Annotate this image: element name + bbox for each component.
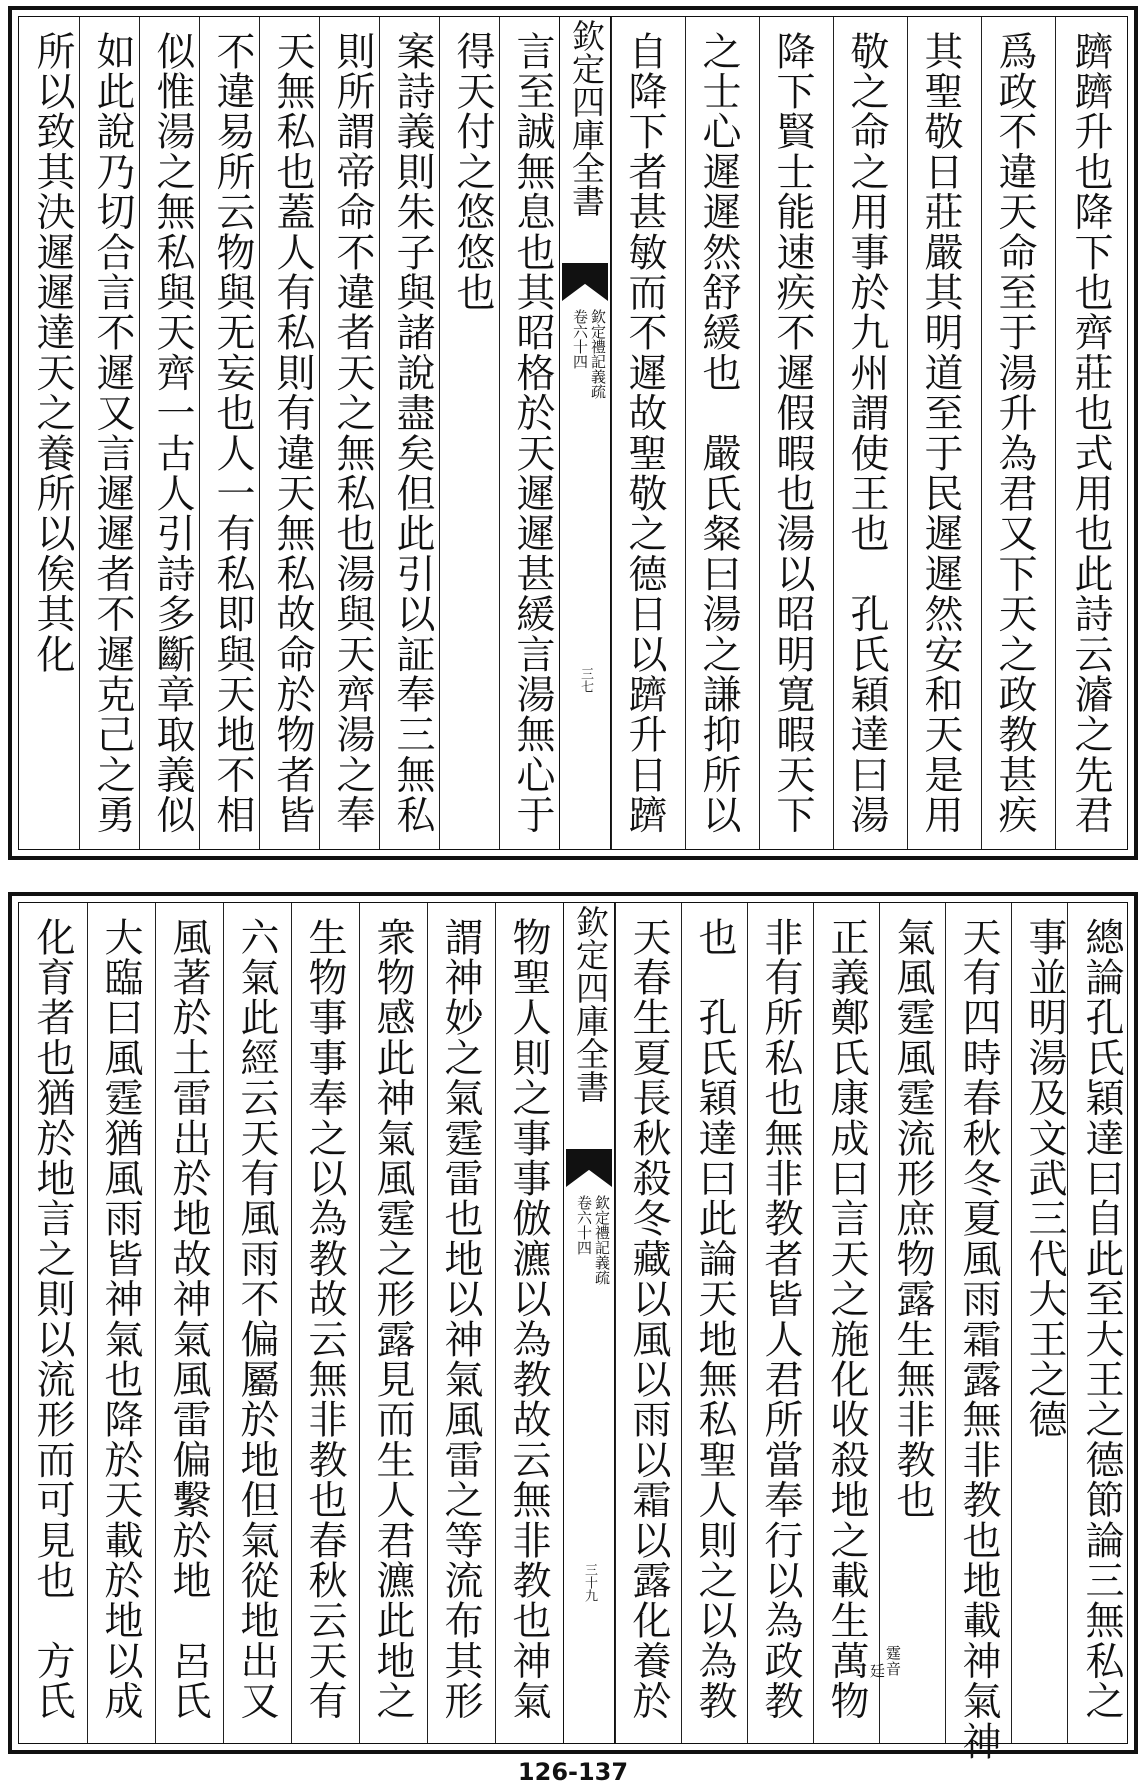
text-column bbox=[611, 17, 677, 849]
column-text: 也 孔氏穎達曰此論天地無私聖人則之以為教 bbox=[692, 917, 737, 1721]
section-title: 欽定禮記義疏 bbox=[593, 1195, 611, 1285]
column-text: 不違易所云物與无妄也人一有私即與天地不相 bbox=[210, 31, 255, 835]
annotation-char: 廷 bbox=[868, 1663, 886, 1679]
annotation-note bbox=[868, 1663, 886, 1679]
fishtail-ornament-icon bbox=[562, 263, 608, 301]
text-column bbox=[868, 903, 945, 1743]
text-column bbox=[19, 903, 85, 1743]
column-text: 之士心遲遲然舒緩也 嚴氏粲曰湯之謙抑所以 bbox=[696, 31, 741, 835]
column-text: 大臨曰風霆猶風雨皆神氣也降於天載於地以成 bbox=[98, 917, 143, 1721]
text-column bbox=[685, 17, 751, 849]
text-column bbox=[79, 17, 145, 849]
text-column bbox=[499, 17, 565, 849]
text-column bbox=[439, 17, 505, 849]
bottom-page-frame bbox=[18, 902, 1128, 1762]
column-text: 衆物感此神氣風霆之形露見而生人君瀌此地之 bbox=[370, 917, 415, 1721]
column-text: 謂神妙之氣霆雷也地以神氣風雷之等流布其形 bbox=[438, 917, 483, 1721]
column-text: 六氣此經云天有風雨不偏屬於地但氣從地出又 bbox=[234, 917, 279, 1721]
annotation-note bbox=[884, 1645, 902, 1677]
text-column bbox=[223, 903, 289, 1743]
column-text: 其聖敬日莊嚴其明道至于民遲遲然安和天是用 bbox=[918, 31, 963, 835]
column-text: 正義鄭氏康成曰言天之施化收殺地之載生萬物 bbox=[824, 917, 869, 1721]
column-text: 似惟湯之無私與天齊一古人引詩多斷章取義似 bbox=[150, 31, 195, 835]
volume-label: 卷六十四 bbox=[575, 1195, 593, 1255]
annotation-char: 霆 bbox=[884, 1645, 902, 1661]
text-column bbox=[759, 17, 825, 849]
page-number: 三十九 bbox=[582, 1563, 597, 1602]
text-column bbox=[1055, 17, 1123, 849]
page-footer-number: 126-137 bbox=[517, 1758, 629, 1786]
column-text: 案詩義則朱子與諸說盡矣但此引以証奉三無私 bbox=[390, 31, 435, 835]
column-text: 降下賢士能速疾不遲假暇也湯以昭明寛暇天下 bbox=[770, 31, 815, 835]
text-column bbox=[681, 903, 747, 1743]
column-text: 敬之命之用事於九州謂使王也 孔氏穎達曰湯 bbox=[844, 31, 889, 835]
column-text: 天有四時春秋冬夏風雨霜露無非教也地載神氣神 bbox=[956, 917, 1001, 1762]
column-text: 如此說乃切合言不遲又言遲遲者不遲克己之勇 bbox=[90, 31, 135, 835]
column-text: 氣風霆風霆流形庶物露生無非教也 bbox=[890, 917, 935, 1520]
column-text: 事並明湯及文武三代大王之德 bbox=[1022, 917, 1067, 1440]
fishtail-ornament-icon bbox=[566, 1149, 612, 1187]
text-column bbox=[1067, 903, 1125, 1743]
book-title: 欽定四庫全書 bbox=[571, 905, 610, 1103]
text-column bbox=[319, 17, 385, 849]
text-column bbox=[199, 17, 265, 849]
text-column bbox=[813, 903, 879, 1743]
column-text: 爲政不違天命至于湯升為君又下天之政教甚疾 bbox=[992, 31, 1037, 835]
column-text: 自降下者甚敏而不遲故聖敬之德日以躋升日躋 bbox=[622, 31, 667, 835]
annotation-char: 音 bbox=[884, 1661, 902, 1677]
text-column bbox=[19, 17, 85, 849]
text-column bbox=[359, 903, 425, 1743]
text-column bbox=[139, 17, 205, 849]
column-text: 天無私也蓋人有私則有違天無私故命於物者皆 bbox=[270, 31, 315, 835]
column-text: 天春生夏長秋殺冬藏以風以雨以霜以露化養於 bbox=[626, 917, 671, 1721]
column-text: 非有所私也無非教者皆人君所當奉行以為政教 bbox=[758, 917, 803, 1721]
volume-label: 卷六十四 bbox=[571, 309, 589, 369]
text-column bbox=[87, 903, 153, 1743]
text-column bbox=[379, 17, 445, 849]
column-text: 則所謂帝命不違者天之無私也湯與天齊湯之奉 bbox=[330, 31, 375, 835]
text-column bbox=[495, 903, 561, 1743]
column-text: 得天付之悠悠也 bbox=[450, 31, 495, 313]
column-text: 躋躋升也降下也齊莊也式用也此詩云𤀹之先君 bbox=[1068, 31, 1113, 835]
column-text: 總論孔氏穎達曰自此至大王之德節論三無私之 bbox=[1079, 917, 1124, 1721]
column-text: 生物事事奉之以為教故云無非教也春秋云天有 bbox=[302, 917, 347, 1721]
text-column bbox=[833, 17, 899, 849]
column-text: 化育者也猶於地言之則以流形而可見也 方氏 bbox=[30, 917, 75, 1721]
center-fold-column bbox=[563, 903, 615, 1743]
center-fold-column bbox=[559, 17, 611, 849]
text-column bbox=[259, 17, 325, 849]
column-text: 言至誠無息也其昭格於天遲遲甚緩言湯無心于 bbox=[510, 31, 555, 835]
column-text: 物聖人則之事事倣瀌以為教故云無非教也神氣 bbox=[506, 917, 551, 1721]
text-column bbox=[907, 17, 973, 849]
text-column bbox=[427, 903, 493, 1743]
column-text: 所以致其決遲遲達天之養所以俟其化 bbox=[30, 31, 75, 675]
text-column bbox=[615, 903, 681, 1743]
top-page-panel bbox=[8, 6, 1138, 860]
text-column bbox=[945, 903, 1011, 1762]
text-column bbox=[747, 903, 813, 1743]
text-column bbox=[155, 903, 221, 1743]
bottom-page-panel bbox=[8, 892, 1138, 1762]
text-column bbox=[981, 17, 1047, 849]
column-text: 風著於土雷出於地故神氣風雷偏繫於地 呂氏 bbox=[166, 917, 211, 1721]
text-column bbox=[291, 903, 357, 1743]
book-title: 欽定四庫全書 bbox=[567, 19, 606, 217]
page-number: 三七 bbox=[578, 667, 593, 693]
top-page-frame bbox=[18, 16, 1128, 850]
section-title: 欽定禮記義疏 bbox=[589, 309, 607, 399]
